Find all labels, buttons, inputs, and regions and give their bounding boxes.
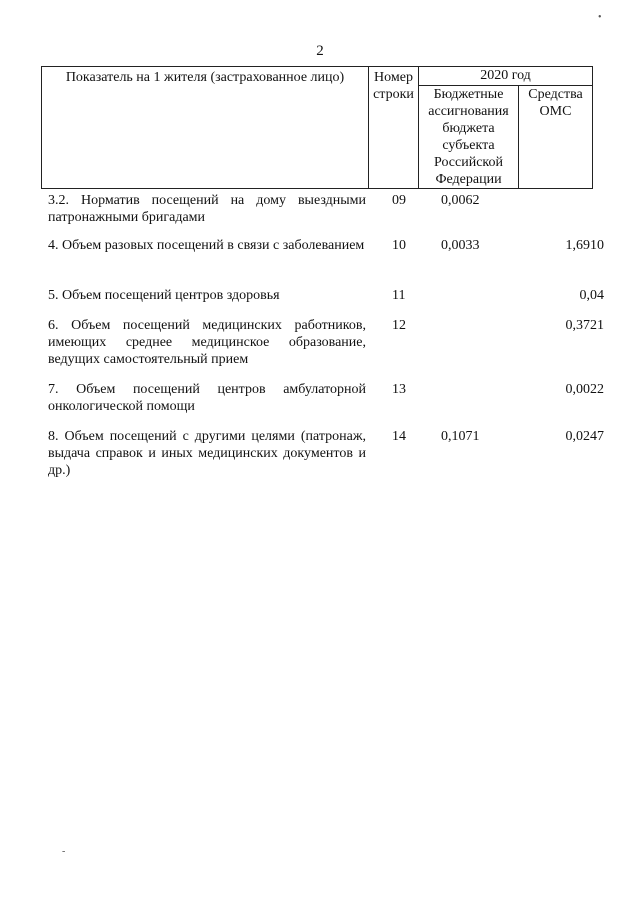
row-budget: 0,0062 <box>441 193 480 208</box>
row-oms: 0,0247 <box>565 429 604 444</box>
table-row <box>48 381 608 428</box>
row-oms: 0,0022 <box>565 382 604 397</box>
scan-speck: • <box>598 12 602 23</box>
row-indicator: 7. Объем посещений центров амбулаторной онкологической помощи <box>48 382 366 414</box>
table-row <box>48 428 608 479</box>
header-row-number: Номер строки <box>369 67 419 189</box>
header-indicator: Показатель на 1 жителя (застрахованное лицо) <box>42 67 369 189</box>
row-indicator: 4. Объем разовых посещений в связи с заболеванием <box>48 238 365 253</box>
row-indicator: 5. Объем посещений центров здоровья <box>48 288 280 303</box>
table-row <box>48 287 608 317</box>
row-number: 11 <box>392 288 406 303</box>
row-oms: 0,04 <box>579 288 604 303</box>
page-number: 2 <box>316 43 324 59</box>
header-budget: Бюджетные ассигнования бюджета субъекта Российской Федерации <box>419 86 519 189</box>
row-number: 09 <box>392 193 406 208</box>
table-body <box>48 192 608 479</box>
header-oms: Средства ОМС <box>519 86 593 189</box>
row-budget: 0,1071 <box>441 429 480 444</box>
table-row <box>48 237 608 287</box>
table-header <box>41 66 593 189</box>
row-indicator: 8. Объем посещений с другими целями (патронаж, выдача справок и иных медицинских документов и др.) <box>48 429 366 478</box>
scan-speck: - <box>62 846 66 857</box>
header-year: 2020 год <box>419 67 593 86</box>
row-indicator: 3.2. Норматив посещений на дому выездными патронажными бригадами <box>48 193 366 225</box>
row-oms: 1,6910 <box>565 238 604 253</box>
table-row <box>48 192 608 237</box>
row-oms: 0,3721 <box>565 318 604 333</box>
row-budget: 0,0033 <box>441 238 480 253</box>
table-row <box>48 317 608 381</box>
row-number: 14 <box>392 429 406 444</box>
row-number: 13 <box>392 382 406 397</box>
row-indicator: 6. Объем посещений медицинских работников, имеющих среднее медицинское образование, ведущих самостоятельный прием <box>48 318 366 367</box>
row-number: 10 <box>392 238 406 253</box>
row-number: 12 <box>392 318 406 333</box>
